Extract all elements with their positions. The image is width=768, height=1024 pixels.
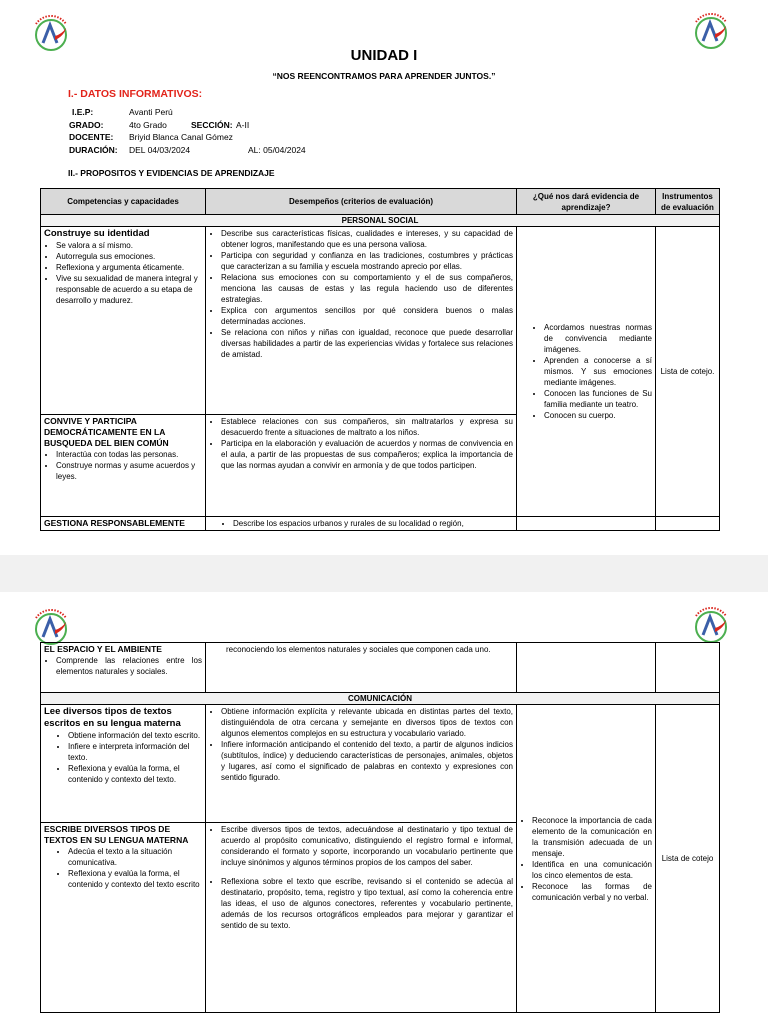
col-header-evidencia: ¿Qué nos dará evidencia de aprendizaje? bbox=[517, 189, 656, 215]
docente-value: Briyid Blanca Canal Gómez bbox=[129, 132, 233, 142]
capacidades-list bbox=[44, 240, 202, 306]
instrumento-cell bbox=[656, 517, 720, 531]
list-item: • Acordamos nuestras normas de convivencia mediante imágenes. bbox=[544, 322, 652, 355]
col-header-instrumentos: Instrumentos de evaluación bbox=[656, 189, 720, 215]
duracion-al: AL: 05/04/2024 bbox=[248, 145, 306, 155]
evidencia-cell bbox=[517, 643, 656, 693]
list-item: • Se valora a sí mismo. bbox=[56, 240, 202, 251]
section-2-title: II.- PROPOSITOS Y EVIDENCIAS DE APRENDIZAJE bbox=[68, 168, 275, 178]
list-item: • Infiere e interpreta información del texto. bbox=[68, 741, 202, 763]
list-item: • Reconoce la importancia de cada elemento de la comunicación en la transmisión adecuada de un mensaje. bbox=[532, 815, 652, 859]
competencia-title: Construye su identidad bbox=[44, 228, 150, 239]
band-label: PERSONAL SOCIAL bbox=[41, 215, 720, 227]
table-row bbox=[41, 705, 720, 823]
list-item: • Participa en la elaboración y evaluación de acuerdos y normas de convivencia en el aula, a partir de las propuestas de sus compañeros; explica la importancia de que las normas ayudan a convivir en armonía y de que todos participen. bbox=[221, 438, 513, 471]
evidencia-cell bbox=[517, 705, 656, 1013]
list-item: • Aprenden a conocerse a sí mismos. Y sus emociones mediante imágenes. bbox=[544, 355, 652, 388]
list-item: • Escribe diversos tipos de textos, adecuándose al destinatario y tipo textual de acuerdo al propósito comunicativo, distinguiendo el registro formal e informal, considerando el formato y soporte, incorporando un vocabulario pertinente que incluye sinónimos y algunos términos propios de los campos del saber. bbox=[221, 824, 513, 868]
desempenos-list bbox=[209, 416, 513, 471]
list-item: • Autorregula sus emociones. bbox=[56, 251, 202, 262]
page-gap bbox=[0, 555, 768, 592]
desempenos-cell bbox=[206, 823, 517, 1013]
competencia-title: EL ESPACIO Y EL AMBIENTE bbox=[44, 644, 162, 654]
competencia-cell bbox=[41, 705, 206, 823]
band-comunicacion bbox=[41, 693, 720, 705]
grado-value: 4to Grado bbox=[129, 120, 167, 130]
learning-table-page-1 bbox=[40, 188, 720, 531]
iep-label: I.E.P: bbox=[72, 107, 94, 117]
iep-value: Avanti Perú bbox=[129, 107, 173, 117]
list-item: • Reflexiona y evalúa la forma, el contenido y contexto del texto. bbox=[68, 763, 202, 785]
band-label: COMUNICACIÓN bbox=[41, 693, 720, 705]
competencia-cell bbox=[41, 415, 206, 517]
list-item: • Reflexiona y argumenta éticamente. bbox=[56, 262, 202, 273]
competencia-cell bbox=[41, 227, 206, 415]
unit-subtitle: “NOS REENCONTRAMOS PARA APRENDER JUNTOS.” bbox=[272, 71, 496, 81]
list-item: • Reflexiona y evalúa la forma, el contenido y contexto del texto escrito bbox=[68, 868, 202, 890]
capacidades-list bbox=[44, 655, 202, 677]
competencia-title: ESCRIBE DIVERSOS TIPOS DE TEXTOS EN SU LENGUA MATERNA bbox=[44, 824, 189, 845]
desempenos-list bbox=[209, 228, 513, 360]
instrumento-cell: Lista de cotejo bbox=[656, 705, 720, 1013]
list-item: • Conocen las funciones de Su familia mediante un teatro. bbox=[544, 388, 652, 410]
competencia-title: CONVIVE Y PARTICIPA DEMOCRÁTICAMENTE EN LA BUSQUEDA DEL BIEN COMÚN bbox=[44, 416, 169, 448]
capacidades-list bbox=[44, 449, 202, 482]
desempenos-list bbox=[209, 824, 513, 931]
list-item: • Construye normas y asume acuerdos y leyes. bbox=[56, 460, 202, 482]
col-header-competencias: Competencias y capacidades bbox=[41, 189, 206, 215]
competencia-title: GESTIONA RESPONSABLEMENTE bbox=[41, 517, 206, 531]
table-row bbox=[41, 643, 720, 693]
list-item: • Participa con seguridad y confianza en las tradiciones, costumbres y prácticas que caracterizan a su familia y escuela mostrando aprecio por ellas. bbox=[221, 250, 513, 272]
evidencia-cell bbox=[517, 517, 656, 531]
seccion-value: A-II bbox=[236, 120, 250, 130]
unit-title: UNIDAD I bbox=[350, 47, 418, 64]
capacidades-list bbox=[44, 730, 202, 785]
desempenos-cell bbox=[206, 517, 517, 531]
list-item: • Vive su sexualidad de manera integral y responsable de acuerdo a su etapa de desarrollo y madurez. bbox=[56, 273, 202, 306]
list-item: • Establece relaciones con sus compañeros, sin maltratarlos y expresa su desacuerdo frente a situaciones de maltrato a los niños. bbox=[221, 416, 513, 438]
list-item: • Conocen su cuerpo. bbox=[544, 410, 652, 421]
col-header-desempenos: Desempeños (criterios de evaluación) bbox=[206, 189, 517, 215]
duracion-label: DURACIÓN: bbox=[69, 145, 118, 155]
docente-label: DOCENTE: bbox=[69, 132, 114, 142]
list-item: • Comprende las relaciones entre los elementos naturales y sociales. bbox=[56, 655, 202, 677]
list-item: • Describe los espacios urbanos y rurales de su localidad o región, bbox=[233, 518, 513, 529]
desempenos-list bbox=[209, 706, 513, 783]
instrumento-cell bbox=[656, 643, 720, 693]
learning-table-page-2 bbox=[40, 642, 720, 1013]
duracion-del: DEL 04/03/2024 bbox=[129, 145, 191, 155]
section-1-title: I.- DATOS INFORMATIVOS: bbox=[68, 88, 203, 100]
desempenos-cell bbox=[206, 227, 517, 415]
list-item: • Interactúa con todas las personas. bbox=[56, 449, 202, 460]
evidencias-list bbox=[520, 322, 652, 421]
competencia-cell bbox=[41, 643, 206, 693]
instrumento-cell: Lista de cotejo. bbox=[656, 227, 720, 517]
list-item: • Relaciona sus emociones con su comportamiento y el de sus compañeros, menciona las causas de estas y las regula haciendo uso de diferentes estrategias. bbox=[221, 272, 513, 305]
band-personal-social bbox=[41, 215, 720, 227]
table-header-row bbox=[41, 189, 720, 215]
list-item: • Obtiene información del texto escrito. bbox=[68, 730, 202, 741]
list-item: • Obtiene información explícita y relevante ubicada en distintas partes del texto, distinguiéndola de otra cercana y semejante en diversos tipos de textos con algunos elementos complejos en su estructura y vocabulario variado. bbox=[221, 706, 513, 739]
desempenos-cell bbox=[206, 415, 517, 517]
capacidades-list bbox=[44, 846, 202, 890]
document-page-2 bbox=[0, 592, 768, 1024]
list-item: • Describe sus características físicas, cualidades e intereses, y su capacidad de obtener logros, manifestando que es una persona valiosa. bbox=[221, 228, 513, 250]
competencia-cell bbox=[41, 823, 206, 1013]
desempenos-cell bbox=[206, 705, 517, 823]
grado-label: GRADO: bbox=[69, 120, 104, 130]
table-row bbox=[41, 227, 720, 415]
evidencias-list bbox=[520, 815, 652, 903]
desempenos-list bbox=[209, 518, 513, 529]
competencia-title: Lee diversos tipos de textos escritos en su lengua materna bbox=[44, 706, 181, 729]
list-item: • Se relaciona con niños y niñas con igualdad, reconoce que puede desarrollar diversas habilidades a partir de las experiencias vividas y fortalece sus relaciones de amistad. bbox=[221, 327, 513, 360]
list-item: • Reflexiona sobre el texto que escribe, revisando si el contenido se adecúa al destinatario, propósito, tema, registro y tipo textual, así como la coherencia entre las ideas, el uso de algunos conectores, referentes y vocabulario pertinente, además de los recursos ortográficos empleados para mejorar y garantizar el sentido de su texto. bbox=[221, 876, 513, 931]
list-item: • Identifica en una comunicación los cinco elementos de esta. bbox=[532, 859, 652, 881]
seccion-label: SECCIÓN: bbox=[191, 120, 233, 130]
evidencia-cell bbox=[517, 227, 656, 517]
list-item: • Infiere información anticipando el contenido del texto, a partir de algunos indicios (subtítulos, índice) y deduciendo características de personajes, animales, objetos y lugares, así como el significado de palabras en contexto y expresiones con sentido figurado. bbox=[221, 739, 513, 783]
table-row bbox=[41, 517, 720, 531]
list-item: • Reconoce las formas de comunicación verbal y no verbal. bbox=[532, 881, 652, 903]
list-item: • Adecúa el texto a la situación comunicativa. bbox=[68, 846, 202, 868]
list-item: • Explica con argumentos sencillos por qué considera buenos o malas determinadas acciones. bbox=[221, 305, 513, 327]
desempenos-cell: reconociendo los elementos naturales y sociales que componen cada uno. bbox=[206, 643, 517, 693]
